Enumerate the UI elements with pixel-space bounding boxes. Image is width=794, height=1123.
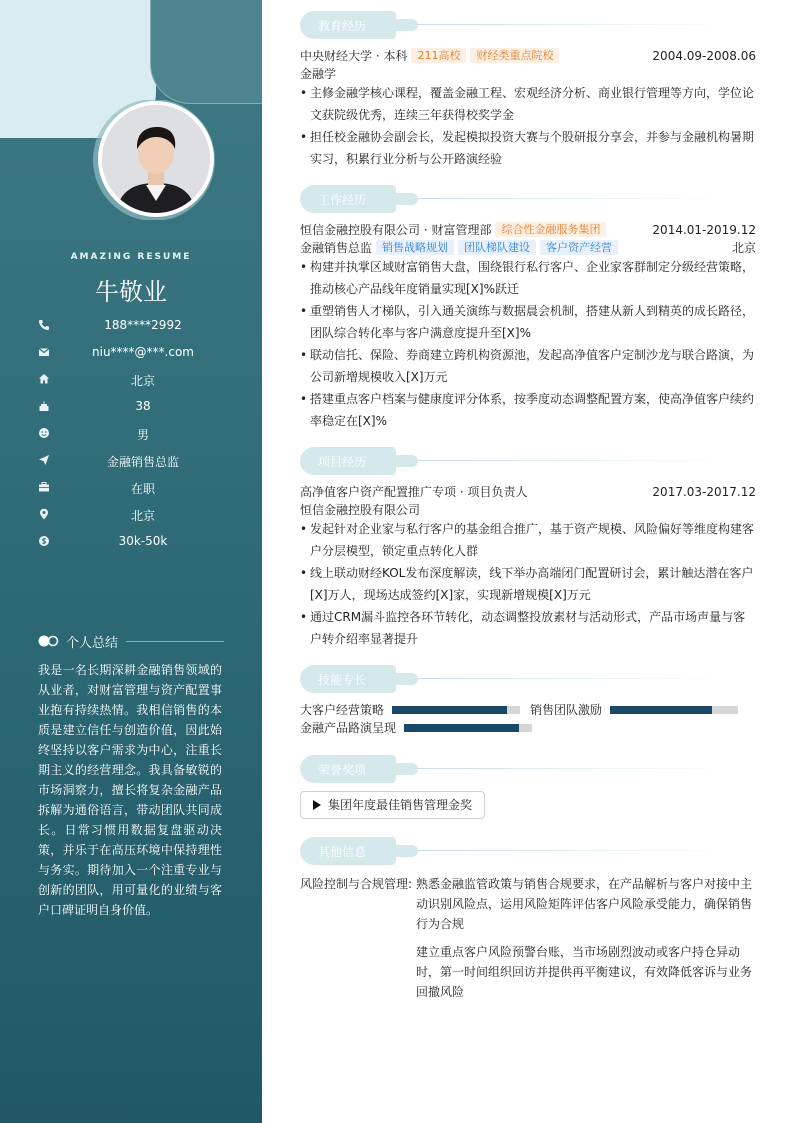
gender-value: 男 <box>136 428 149 442</box>
other-paragraph: 熟悉金融监管政策与销售合规要求，在产品解析与客户对接中主动识别风险点，运用风险矩阵评估客户风险承受能力，确保销售行为合规 <box>416 877 753 931</box>
section-work-heading <box>300 185 756 213</box>
avatar-photo <box>102 105 210 213</box>
education-bullets <box>300 82 756 170</box>
section-pill-tail <box>380 673 418 685</box>
info-position <box>0 451 262 478</box>
mail-icon <box>38 346 50 358</box>
summary-title: 个人总结 <box>66 636 119 651</box>
location-value: 北京 <box>130 509 155 523</box>
skill-name: 大客户经营策略 <box>300 703 385 717</box>
section-title: 项目经历 <box>318 455 367 469</box>
briefcase-icon <box>38 481 50 493</box>
list-item: • 联动信托、保险、券商建立跨机构资源池，发起高净值客户定制沙龙与联合路演，为公司新增规模收入[X]万元 <box>300 344 756 388</box>
section-rule <box>418 678 726 679</box>
info-status <box>0 478 262 505</box>
gender-icon <box>38 427 50 439</box>
phone-value: 188****2992 <box>104 318 182 332</box>
section-title: 其他信息 <box>318 845 367 859</box>
list-item: • 重塑销售人才梯队，引入通关演练与数据晨会机制，搭建从新人到精英的成长路径，团队综合转化率与客户满意度提升至[X]% <box>300 300 756 344</box>
section-skills-heading <box>300 665 756 693</box>
age-value: 38 <box>135 399 151 413</box>
project-bullets <box>300 518 756 650</box>
list-item: • 发起针对企业家与私行客户的基金组合推广，基于资产规模、风险偏好等维度构建客户分层模型，锁定重点转化人群 <box>300 518 756 562</box>
work-city: 北京 <box>731 241 756 255</box>
email-value: niu****@***.com <box>92 345 194 359</box>
hometown-value: 北京 <box>130 374 155 388</box>
resume-subtitle: AMAZING RESUME <box>70 252 192 262</box>
section-title: 教育经历 <box>318 19 367 33</box>
section-rule <box>418 198 726 199</box>
award-item <box>300 791 485 819</box>
avatar <box>98 101 214 217</box>
section-title: 工作经历 <box>318 193 367 207</box>
location-icon <box>38 508 50 520</box>
project-org: 恒信金融控股有限公司 <box>300 503 421 517</box>
skill-bar-fill <box>610 706 712 714</box>
other-paragraph: 建立重点客户风险预警台账，当市场剧烈波动或客户持仓异动时，第一时间组织回访并提供再平衡建议，有效降低客诉与业务回撤风险 <box>416 945 753 999</box>
job-title: 金融销售总监 <box>300 241 373 255</box>
summary-heading <box>38 632 224 650</box>
work-date: 2014.01-2019.12 <box>652 223 756 237</box>
list-item: • 构建并执掌区域财富销售大盘，围绕银行私行客户、企业家客群制定分级经营策略，推动核心产品线年度销量实现[X]%跃迁 <box>300 256 756 300</box>
info-email <box>0 343 262 370</box>
skill-name: 金融产品路演呈现 <box>300 721 397 735</box>
summary-text: 我是一名长期深耕金融销售领域的从业者，对财富管理与资产配置事业抱有持续热情。我相信销售的本质是建立信任与创造价值，因此始终坚持以客户需求为中心，注重长期主义的经营理念。我具备敏锐的市场洞察力，擅长将复杂金融产品拆解为通俗语言，带动团队共同成长。日常习惯用数据复盘驱动决策，并乐于在高压环境中保持理性与务实。期待加入一个注重专业与创新的团队，用可量化的业绩与客户口碑证明自身价值。 <box>38 663 222 917</box>
section-education-heading <box>300 11 756 39</box>
list-item: • 担任校金融协会副会长，发起模拟投资大赛与个股研报分享会，并参与金融机构暑期实习，积累行业分析与公开路演经验 <box>300 126 756 170</box>
section-rule <box>418 24 726 25</box>
info-home <box>0 370 262 397</box>
skills-row-1 <box>300 702 756 718</box>
work-header <box>300 221 756 239</box>
position-tag: 客户资产经营 <box>540 240 618 255</box>
section-other-heading <box>300 837 756 865</box>
award-name: 集团年度最佳销售管理金奖 <box>328 798 473 812</box>
work-position-row <box>300 239 756 257</box>
position-value: 金融销售总监 <box>106 455 179 469</box>
other-label: 风险控制与合规管理: <box>300 877 413 891</box>
info-age <box>0 397 262 424</box>
education-major: 金融学 <box>300 67 337 81</box>
section-pill-tail <box>380 845 418 857</box>
section-pill-tail <box>380 193 418 205</box>
education-header <box>300 47 756 65</box>
section-rule <box>418 850 726 851</box>
project-date: 2017.03-2017.12 <box>652 485 756 499</box>
contact-info-list <box>0 316 262 559</box>
skill-bar <box>392 706 520 714</box>
skill-name: 销售团队激励 <box>530 703 603 717</box>
section-awards-heading <box>300 755 756 783</box>
section-pill-tail <box>380 455 418 467</box>
status-value: 在职 <box>130 482 155 496</box>
skill-bar-fill <box>392 706 507 714</box>
school-tag: 财经类重点院校 <box>470 48 559 63</box>
skills-row-2 <box>300 720 756 736</box>
list-item: • 搭建重点客户档案与健康度评分体系，按季度动态调整配置方案，使高净值客户续约率稳定在[X]% <box>300 388 756 432</box>
info-phone <box>0 316 262 343</box>
dots-icon <box>38 635 60 647</box>
school-name: 中央财经大学 · 本科 <box>300 49 408 63</box>
section-rule <box>418 460 726 461</box>
cake-icon <box>38 400 50 412</box>
section-title: 荣誉奖项 <box>318 763 367 777</box>
company-tag: 综合性金融服务集团 <box>495 222 606 237</box>
education-date: 2004.09-2008.06 <box>652 49 756 63</box>
phone-icon <box>38 319 50 331</box>
candidate-name: 牛敬业 <box>95 278 167 306</box>
skill-bar <box>610 706 738 714</box>
list-item: • 通过CRM漏斗监控各环节转化，动态调整投放素材与活动形式，产品市场声量与客户转介绍率显著提升 <box>300 606 756 650</box>
salary-value: 30k-50k <box>118 534 168 548</box>
info-salary <box>0 532 262 559</box>
section-rule <box>418 768 726 769</box>
send-icon <box>38 454 50 466</box>
section-pill-tail <box>380 763 418 775</box>
position-tag: 销售战略规划 <box>376 240 454 255</box>
list-item: • 线上联动财经KOL发布深度解读，线下举办高端闭门配置研讨会，累计触达潜在客户[X]万人，现场达成签约[X]家，实现新增规模[X]万元 <box>300 562 756 606</box>
section-project-heading <box>300 447 756 475</box>
section-pill-tail <box>380 19 418 31</box>
work-bullets <box>300 256 756 432</box>
school-tag: 211高校 <box>411 48 466 63</box>
salary-icon <box>38 535 50 547</box>
project-header <box>300 483 756 501</box>
sidebar <box>0 0 262 1123</box>
list-item: • 主修金融学核心课程，覆盖金融工程、宏观经济分析、商业银行管理等方向，学位论文获院级优秀，连续三年获得校奖学金 <box>300 82 756 126</box>
info-gender <box>0 424 262 451</box>
decor-shape-dark <box>150 0 262 104</box>
section-title: 技能专长 <box>318 673 367 687</box>
skill-bar <box>404 724 532 732</box>
project-name: 高净值客户资产配置推广专项 · 项目负责人 <box>300 485 528 499</box>
position-tag: 团队梯队建设 <box>458 240 536 255</box>
home-icon <box>38 373 50 385</box>
play-icon <box>313 800 321 810</box>
company-name: 恒信金融控股有限公司 · 财富管理部 <box>300 223 492 237</box>
skill-bar-fill <box>404 724 519 732</box>
info-location <box>0 505 262 532</box>
summary-divider <box>126 641 224 642</box>
